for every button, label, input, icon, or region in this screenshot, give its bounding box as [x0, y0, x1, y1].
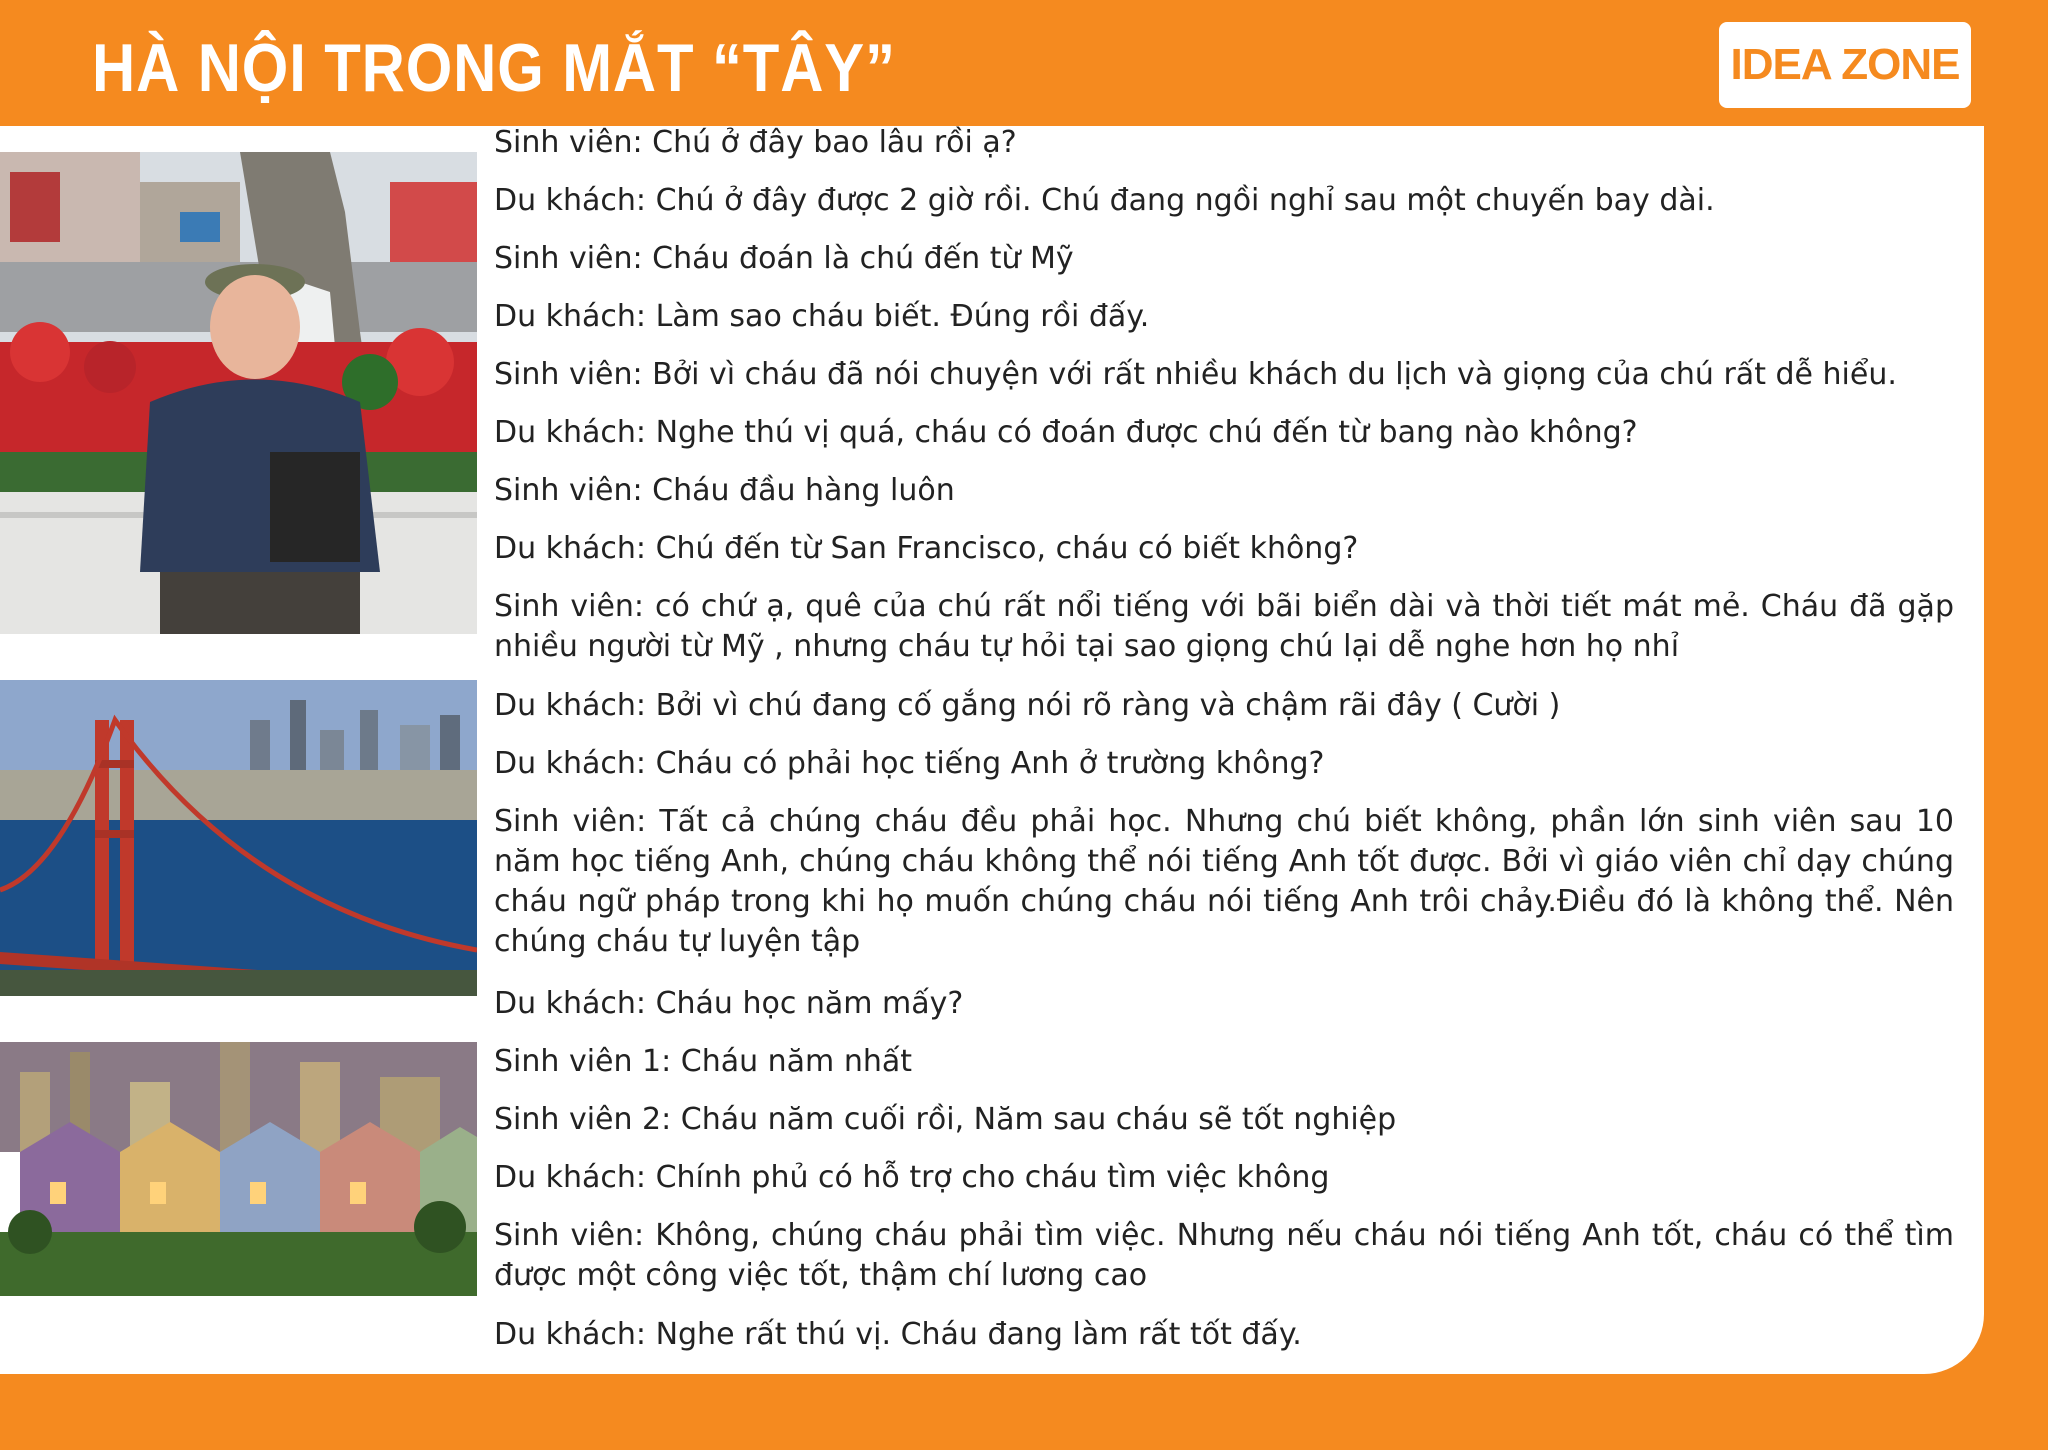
- dialogue-line: Du khách: Nghe thú vị quá, cháu có đoán được chú đến từ bang nào không?: [494, 415, 1638, 450]
- dialogue-line: Du khách: Chính phủ có hỗ trợ cho cháu tìm việc không: [494, 1160, 1330, 1195]
- idea-zone-logo[interactable]: [1719, 22, 1971, 108]
- content-panel: [0, 126, 1984, 1374]
- dialogue-line: Sinh viên: Cháu đoán là chú đến từ Mỹ: [494, 241, 1074, 276]
- tourist-sitting-hanoi-photo: [0, 152, 477, 634]
- dialogue-line: Sinh viên: Chú ở đây bao lâu rồi ạ?: [494, 126, 1017, 160]
- golden-gate-bridge-photo: [0, 680, 477, 996]
- dialogue-line: Du khách: Cháu có phải học tiếng Anh ở trường không?: [494, 746, 1325, 781]
- dialogue-line: Du khách: Chú đến từ San Francisco, cháu có biết không?: [494, 531, 1359, 566]
- dialogue-line: Sinh viên: Cháu đầu hàng luôn: [494, 473, 955, 508]
- logo-text: IDEA ZONE: [1730, 40, 1960, 89]
- painted-ladies-houses-photo: [0, 1042, 477, 1296]
- dialogue-line: Du khách: Nghe rất thú vị. Cháu đang làm rất tốt đấy.: [494, 1317, 1302, 1352]
- dialogue-line: Du khách: Bởi vì chú đang cố gắng nói rõ ràng và chậm rãi đây ( Cười ): [494, 688, 1561, 723]
- header-bar: [0, 0, 2048, 126]
- dialogue-line: Sinh viên: Bởi vì cháu đã nói chuyện với rất nhiều khách du lịch và giọng của chú rất dễ hiểu.: [494, 357, 1897, 392]
- page-title: HÀ NỘI TRONG MẮT “TÂY”: [92, 30, 896, 106]
- dialogue-line: Sinh viên: Không, chúng cháu phải tìm việc. Nhưng nếu cháu nói tiếng Anh tốt, cháu có thể tìm được một công việc tốt, thậm chí lương cao: [494, 1218, 1954, 1293]
- dialogue-line: Sinh viên 2: Cháu năm cuối rồi, Năm sau cháu sẽ tốt nghiệp: [494, 1102, 1397, 1137]
- dialogue-line: Sinh viên: Tất cả chúng cháu đều phải học. Nhưng chú biết không, phần lớn sinh viên sau 10 năm học tiếng Anh, chúng cháu không thể nói tiếng Anh tốt được. Bởi vì giáo viên chỉ dạy chúng cháu ngữ pháp trong khi họ muốn chúng cháu nói tiếng Anh trôi chảy.Điều đó là không thể. Nên chúng cháu tự luyện tập: [494, 804, 1954, 959]
- dialogue-line: Sinh viên: có chứ ạ, quê của chú rất nổi tiếng với bãi biển dài và thời tiết mát mẻ. Cháu đã gặp nhiều người từ Mỹ , nhưng cháu tự hỏi tại sao giọng chú lại dễ nghe hơn họ nhỉ: [494, 589, 1954, 664]
- dialogue-line: Sinh viên 1: Cháu năm nhất: [494, 1044, 912, 1079]
- dialogue-line: Du khách: Cháu học năm mấy?: [494, 986, 964, 1021]
- dialogue-line: Du khách: Làm sao cháu biết. Đúng rồi đấy.: [494, 299, 1150, 334]
- dialogue-line: Du khách: Chú ở đây được 2 giờ rồi. Chú đang ngồi nghỉ sau một chuyến bay dài.: [494, 183, 1715, 218]
